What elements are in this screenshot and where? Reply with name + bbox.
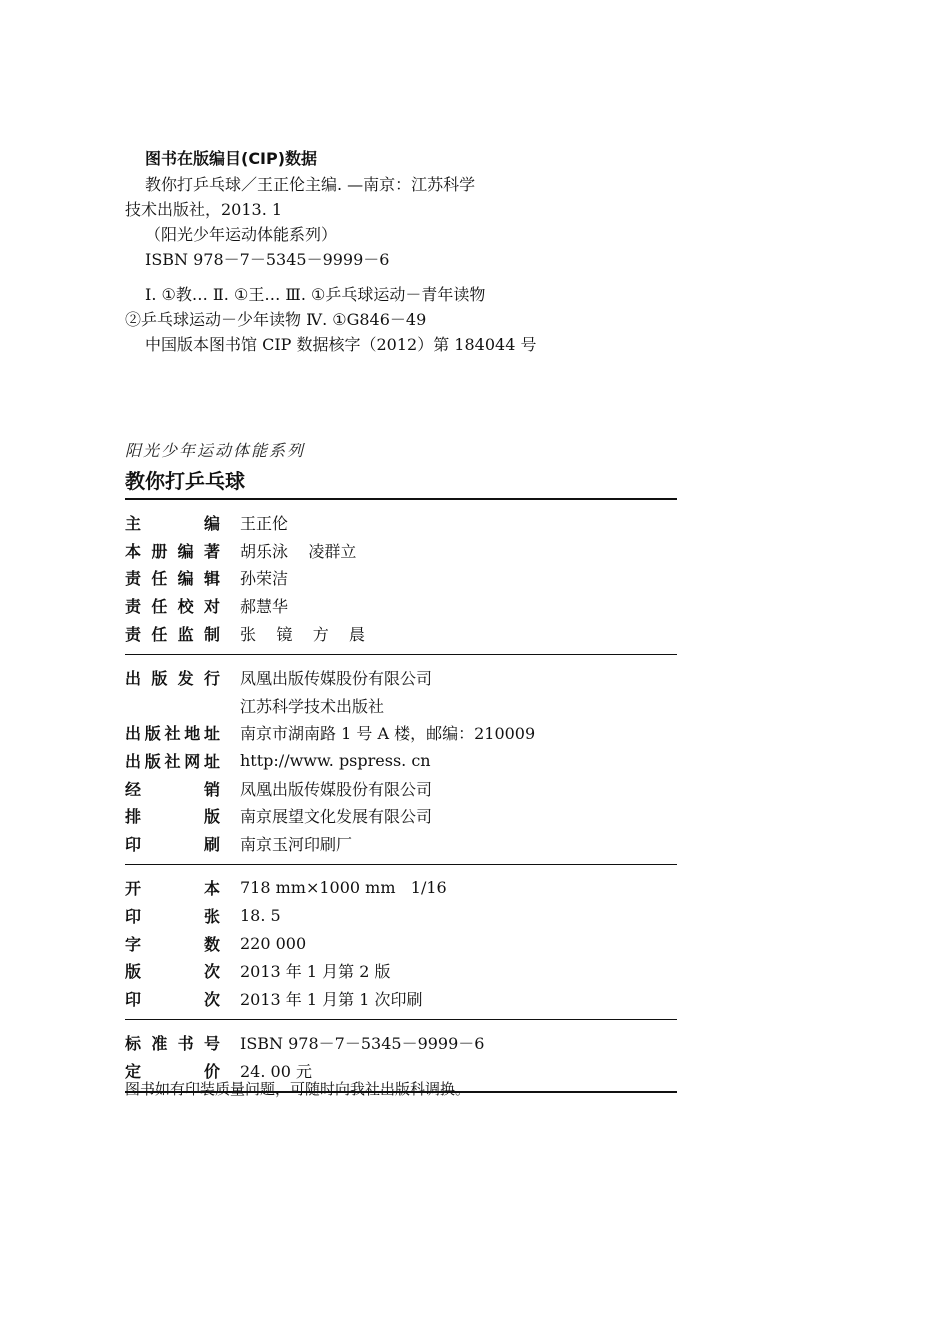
- row-value: 王正伦: [240, 514, 289, 534]
- row-value: ISBN 978－7－5345－9999－6: [240, 1034, 485, 1054]
- row-value: 南京展望文化发展有限公司: [240, 807, 433, 827]
- series-name: 阳光少年运动体能系列: [125, 441, 306, 460]
- row-value: 南京玉河印刷厂: [240, 834, 353, 854]
- row-label: 印张: [125, 907, 220, 927]
- row-value: 孙荣洁: [240, 569, 289, 589]
- row-value: 江苏科学技术出版社: [240, 696, 385, 716]
- table-row: [125, 929, 677, 957]
- row-value: 220 000: [240, 933, 307, 953]
- row-label: 经销: [125, 779, 220, 799]
- cip-block: [125, 146, 645, 357]
- table-row: [125, 692, 677, 720]
- table-row: [125, 619, 677, 647]
- credits-group: [125, 498, 677, 654]
- table-row: [125, 537, 677, 565]
- row-label: 字数: [125, 934, 220, 954]
- row-label: 主编: [125, 514, 220, 534]
- row-value: 胡乐泳 凌群立: [240, 541, 357, 561]
- row-label: 定价: [125, 1061, 220, 1081]
- specs-group: [125, 864, 677, 1019]
- quality-note: 图书如有印装质量问题，可随时向我社出版科调换。: [125, 1080, 471, 1098]
- row-value: 凤凰出版传媒股份有限公司: [240, 669, 433, 689]
- row-label: 印次: [125, 989, 220, 1009]
- table-row: [125, 902, 677, 930]
- table-row: [125, 874, 677, 902]
- table-row: [125, 957, 677, 985]
- row-value: 郝慧华: [240, 597, 289, 617]
- row-label: 出版社网址: [125, 752, 220, 772]
- table-row: [125, 1029, 677, 1057]
- cip-line: 技术出版社，2013. 1: [125, 200, 283, 219]
- row-label: 版次: [125, 962, 220, 982]
- table-row: [125, 664, 677, 692]
- row-value: 718 mm×1000 mm 1/16: [240, 878, 447, 898]
- table-row: [125, 509, 677, 537]
- row-value: 2013 年 1 月第 1 次印刷: [240, 989, 423, 1009]
- cip-line: 中国版本图书馆 CIP 数据核字（2012）第 184044 号: [145, 335, 537, 354]
- table-row: [125, 719, 677, 747]
- row-label: 印刷: [125, 834, 220, 854]
- cip-line: Ⅰ. ①教… Ⅱ. ①王… Ⅲ. ①乒乓球运动－青年读物: [145, 285, 486, 304]
- row-value: 18. 5: [240, 906, 281, 926]
- row-label: 责任校对: [125, 597, 220, 617]
- cip-line: （阳光少年运动体能系列）: [145, 225, 338, 244]
- table-row: [125, 830, 677, 858]
- row-label: 出版发行: [125, 669, 220, 689]
- table-row: [125, 747, 677, 775]
- row-value: 凤凰出版传媒股份有限公司: [240, 779, 433, 799]
- imprint-table: [125, 498, 677, 1093]
- table-row: [125, 985, 677, 1013]
- cip-line: 教你打乒乓球／王正伦主编. —南京：江苏科学: [145, 175, 476, 194]
- row-value: 2013 年 1 月第 2 版: [240, 962, 391, 982]
- cip-line: ②乒乓球运动－少年读物 Ⅳ. ①G846－49: [125, 310, 427, 329]
- row-label: 责任监制: [125, 624, 220, 644]
- row-value: http://www. pspress. cn: [240, 751, 431, 771]
- table-row: [125, 802, 677, 830]
- row-label: 责任编辑: [125, 569, 220, 589]
- table-row: [125, 774, 677, 802]
- cip-heading: 图书在版编目(CIP)数据: [145, 149, 318, 168]
- row-label: 开本: [125, 879, 220, 899]
- row-value: 24. 00 元: [240, 1061, 312, 1081]
- table-row: [125, 564, 677, 592]
- row-label: 排版: [125, 807, 220, 827]
- row-value: 南京市湖南路 1 号 A 楼，邮编：210009: [240, 724, 536, 744]
- book-title: 教你打乒乓球: [125, 469, 245, 493]
- row-label: 出版社地址: [125, 724, 220, 744]
- row-label: 标准书号: [125, 1034, 220, 1054]
- table-row: [125, 592, 677, 620]
- row-label: 本册编著: [125, 541, 220, 561]
- publisher-group: [125, 654, 677, 864]
- cip-line: ISBN 978－7－5345－9999－6: [145, 250, 390, 269]
- row-value: 张 镜 方 晨: [240, 624, 366, 644]
